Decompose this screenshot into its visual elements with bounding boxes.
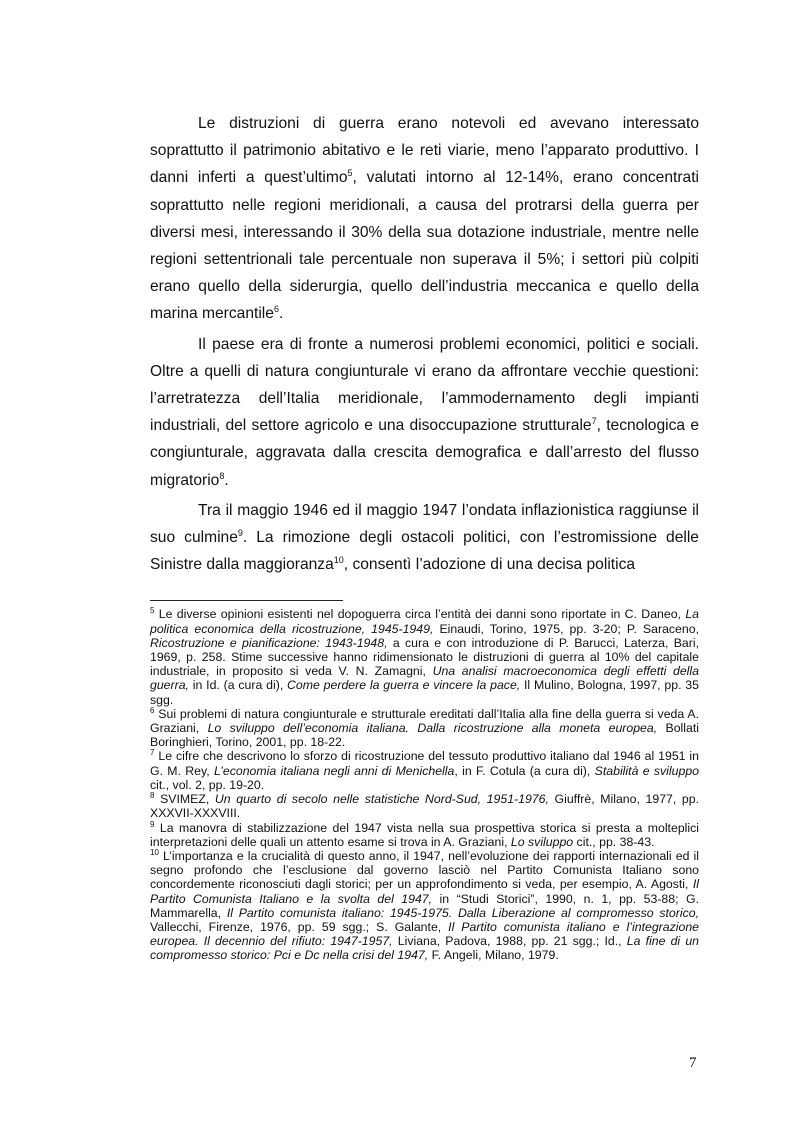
paragraph-3: Tra il maggio 1946 ed il maggio 1947 l’ondata inflazionistica raggiunse il suo culmine$^9$. La rimozione degli ostacoli politici, con l’estromissione delle Sinistre dalla maggioranza$^{10}$, consentì l’adozione di una decisa politica xyxy=(150,501,699,574)
body-text xyxy=(150,110,699,578)
footnote-ref-8[interactable]: 8 xyxy=(219,470,225,481)
footnote-10: $^{10}$ L’importanza e la crucialità di questo anno, il 1947, nell’evoluzione dei rapporti internazionali ed il segno profondo che l’esclusione dal governo lasciò nel Partito Comunista Italiano sono concordemente riconosciuti dagli storici; per un approfondimento si veda, per esempio, A. Agosti, Il Partito Comunista Italiano e la svolta del 1947, in “Studi Storici”, 1990, n. 1, pp. 53-88; G. Mammarella, Il Partito comunista italiano: 1945-1975. Dalla Liberazione al compromesso storico, Vallecchi, Firenze, 1976, pp. 59 sgg.; S. Galante, Il Partito comunista italiano e l’integrazione europea. Il decennio del rifiuto: 1947-1957, Liviana, Padova, 1988, pp. 21 sgg.; Id., La fine di un compromesso storico: Pci e Dc nella crisi del 1947, F. Angeli, Milano, 1979. xyxy=(150,847,699,963)
footnote-5: $^5$ Le diverse opinioni esistenti nel dopoguerra circa l’entità dei danni sono riportate in C. Daneo, La politica economica della ricostruzione, 1945-1949, Einaudi, Torino, 1975, pp. 3-20; P. Saraceno, Ricostruzione e pianificazione: 1943-1948, a cura e con introduzione di P. Barucci, Laterza, Bari, 1969, p. 258. Stime successive hanno ridimensionato le distruzioni di guerra al 10% del capitale industriale, in proposito si veda V. N. Zamagni, Una analisi macroeconomica degli effetti della guerra, in Id. (a cura di), Come perdere la guerra e vincere la pace, Il Mulino, Bologna, 1997, pp. 35 sgg. xyxy=(150,606,699,707)
footnotes xyxy=(150,607,699,962)
footnote-ref-6[interactable]: 6 xyxy=(273,304,279,315)
page-number: 7 xyxy=(689,1055,697,1071)
footnote-ref-7[interactable]: 7 xyxy=(591,416,597,427)
footnote-separator xyxy=(150,600,343,601)
footnote-6: $^6$ Sui problemi di natura congiunturale e strutturale ereditati dall’Italia alla fine della guerra si veda A. Graziani, Lo sviluppo dell’economia italiana. Dalla ricostruzione alla moneta europea, Bollati Boringhieri, Torino, 2001, pp. 18-22. xyxy=(150,705,699,750)
footnote-ref-5[interactable]: 5 xyxy=(347,168,353,179)
footnote-9: $^9$ La manovra di stabilizzazione del 1947 vista nella sua prospettiva storica si presta a molteplici interpretazioni delle quali un attento esame si trova in A. Graziani, Lo sviluppo cit., pp. 38-43. xyxy=(150,819,699,849)
footnote-ref-10[interactable]: 10 xyxy=(333,555,344,566)
page xyxy=(150,110,699,963)
paragraph-1: Le distruzioni di guerra erano notevoli ed avevano interessato soprattutto il patrimonio abitativo e le reti viarie, meno l’apparato produttivo. I danni inferti a quest’ultimo$^5$, valutati intorno al 12-14%, erano concentrati soprattutto nelle regioni meridionali, a causa del protrarsi della guerra per diversi mesi, interessando il 30% della sua dotazione industriale, mentre nelle regioni settentrionali tale percentuale non superava il 5%; i settori più colpiti erano quello della siderurgia, quello dell’industria meccanica e quello della marina mercantile$^6$. xyxy=(150,115,700,323)
footnote-7: $^7$ Le cifre che descrivono lo sforzo di ricostruzione del tessuto produttivo italiano dal 1946 al 1951 in G. M. Rey, L’economia italiana negli anni di Menichella, in F. Cotula (a cura di), Stabilità e sviluppo cit., vol. 2, pp. 19-20. xyxy=(150,748,700,792)
footnote-8: $^8$ SVIMEZ, Un quarto di secolo nelle statistiche Nord-Sud, 1951-1976, Giuffrè, Milano, 1977, pp. XXXVII-XXXVIII. xyxy=(150,791,700,821)
footnote-ref-9[interactable]: 9 xyxy=(237,527,243,538)
paragraph-2: Il paese era di fronte a numerosi problemi economici, politici e sociali. Oltre a quelli di natura congiunturale vi erano da affrontare vecchie questioni: l’arretratezza dell’Italia meridionale, l’ammodernamento degli impianti industriali, del settore agricolo e una disoccupazione strutturale$^7$, tecnologica e congiunturale, aggravata dalla crescita demografica e dall’arresto del flusso migratorio$^8$. xyxy=(150,335,700,489)
